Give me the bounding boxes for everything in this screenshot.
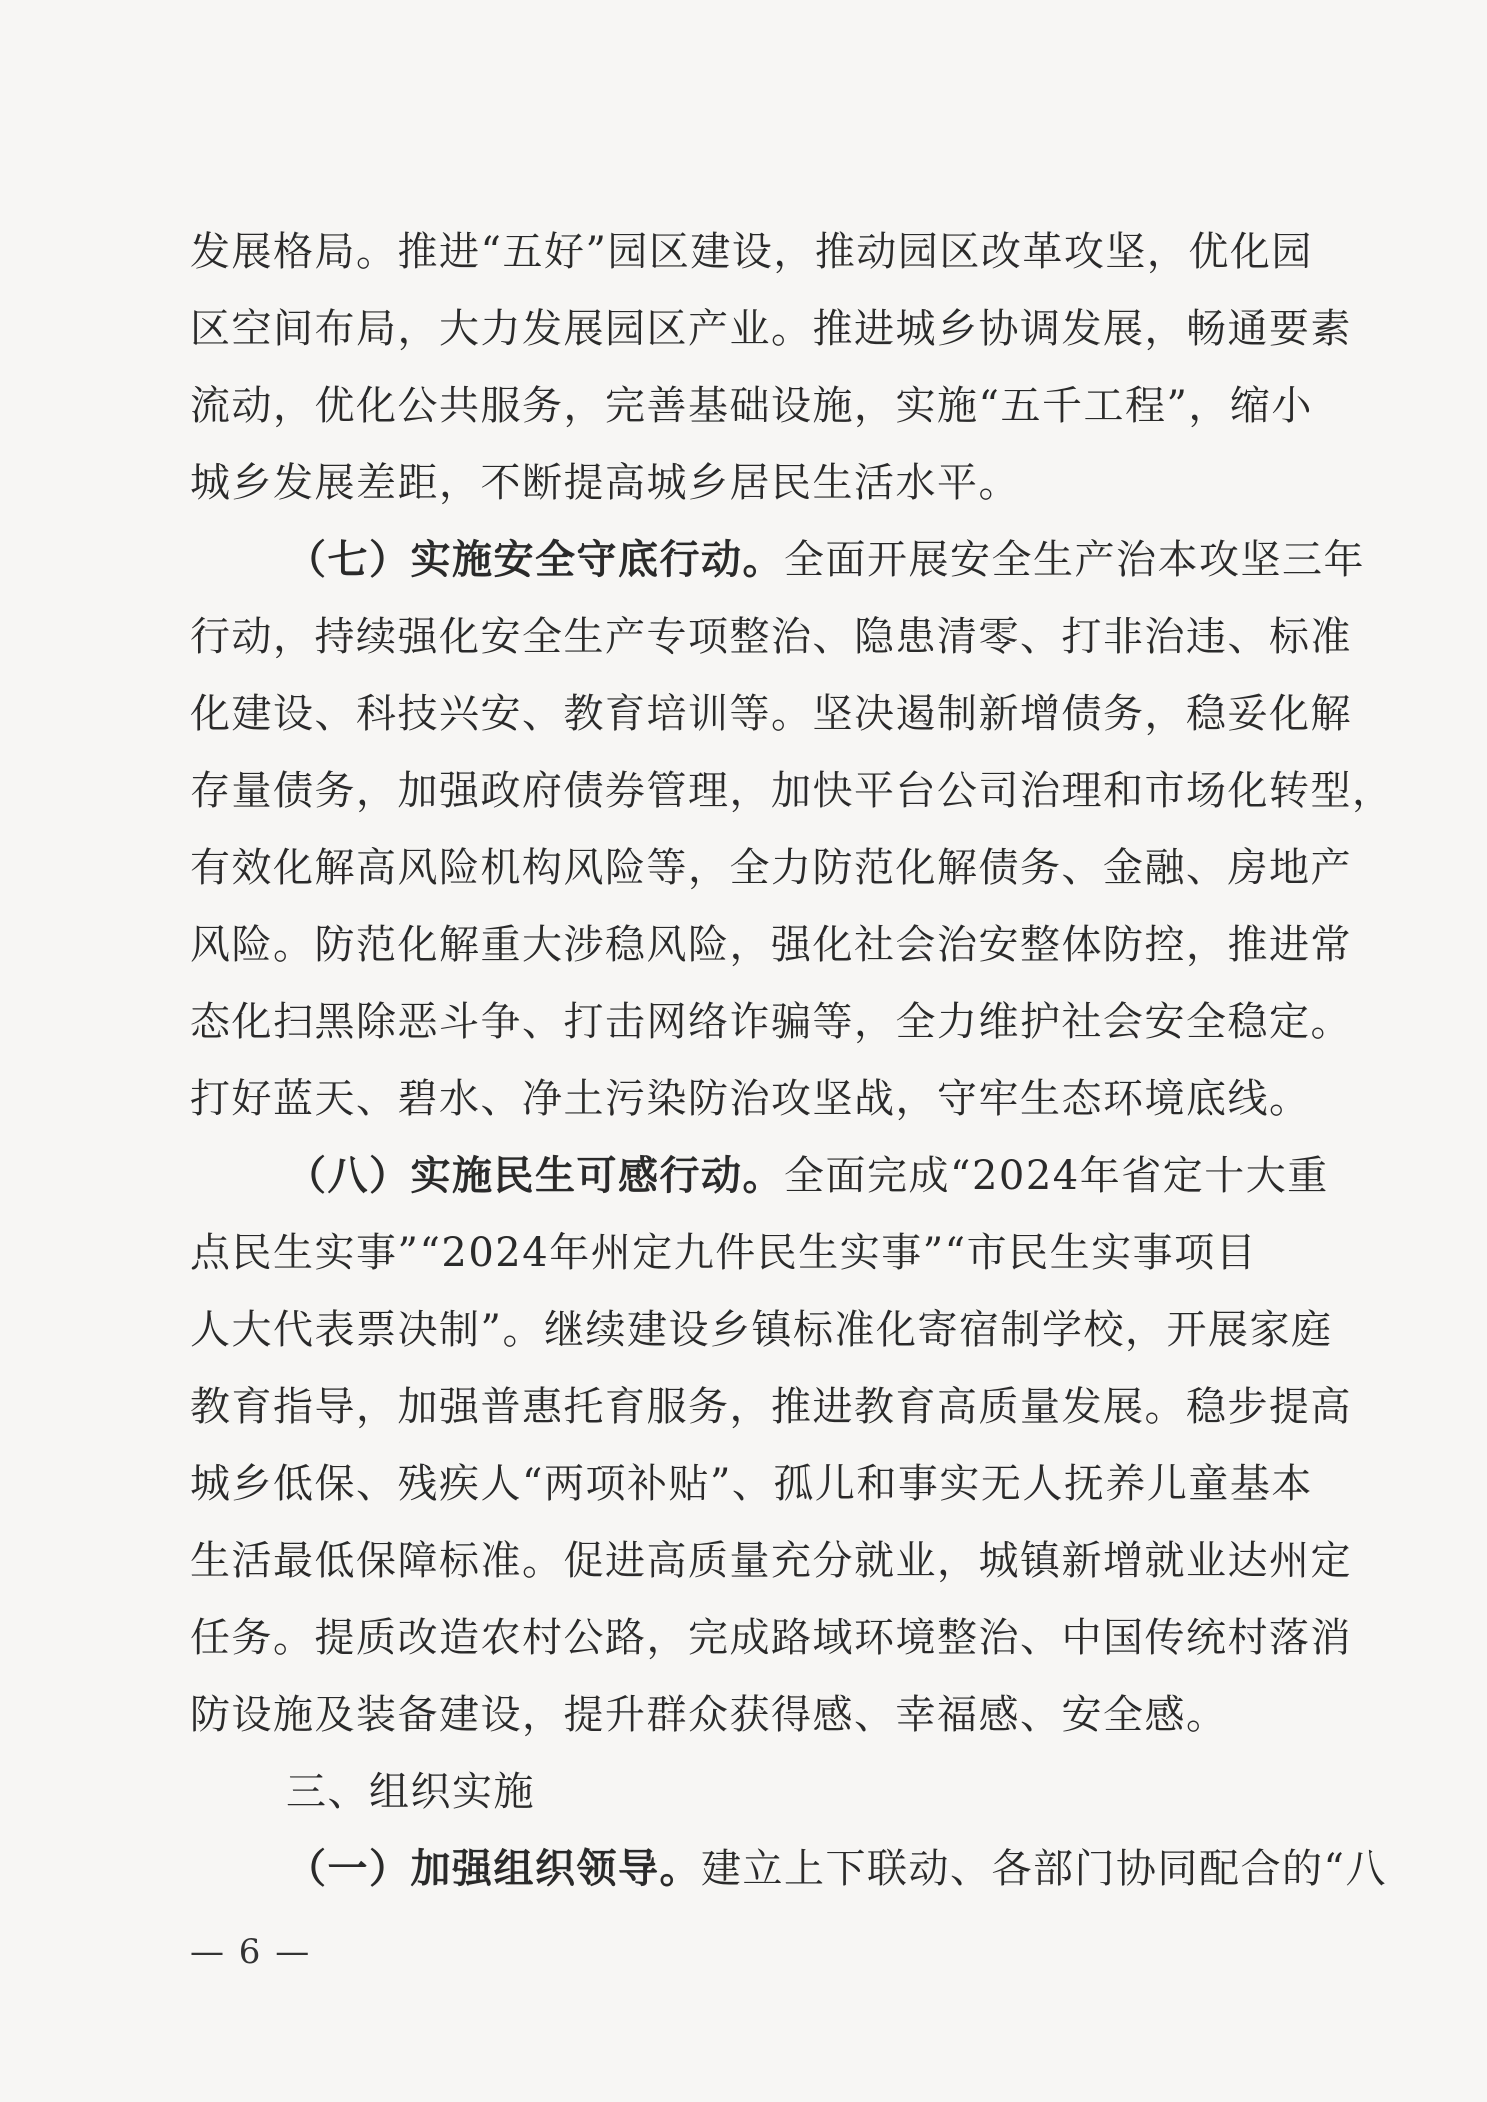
- paragraph-8-heading: （八）实施民生可感行动。: [286, 1152, 784, 1199]
- body-line: 行动，持续强化安全生产专项整治、隐患清零、打非治违、标准: [190, 614, 1352, 660]
- body-line: 城乡低保、残疾人“两项补贴”、孤儿和事实无人抚养儿童基本: [190, 1461, 1313, 1507]
- body-line: 打好蓝天、碧水、净土污染防治攻坚战，守牢生态环境底线。: [190, 1076, 1311, 1122]
- page-number: — 6 —: [190, 1932, 312, 1972]
- body-line: 存量债务，加强政府债券管理，加快平台公司治理和市场化转型，: [190, 768, 1394, 814]
- body-line: 化建设、科技兴安、教育培训等。坚决遏制新增债务，稳妥化解: [190, 691, 1352, 737]
- body-line: 风险。防范化解重大涉稳风险，强化社会治安整体防控，推进常: [190, 922, 1352, 968]
- body-line: 区空间布局，大力发展园区产业。推进城乡协调发展，畅通要素: [190, 306, 1352, 352]
- body-line: 防设施及装备建设，提升群众获得感、幸福感、安全感。: [190, 1692, 1228, 1738]
- body-line: 任务。提质改造农村公路，完成路域环境整治、中国传统村落消: [190, 1615, 1352, 1661]
- body-line: 城乡发展差距，不断提高城乡居民生活水平。: [190, 460, 1020, 506]
- paragraph-org-heading: （一）加强组织领导。: [286, 1845, 701, 1892]
- body-line: 教育指导，加强普惠托育服务，推进教育高质量发展。稳步提高: [190, 1384, 1352, 1430]
- paragraph-8-text: 全面完成“2024年省定十大重: [784, 1153, 1329, 1199]
- paragraph-org-text: 建立上下联动、各部门协同配合的“八: [701, 1846, 1387, 1892]
- section-heading: 三、组织实施: [286, 1769, 535, 1815]
- body-line: 流动，优化公共服务，完善基础设施，实施“五千工程”，缩小: [190, 383, 1313, 429]
- paragraph-8-first-line: [286, 1149, 1329, 1203]
- body-line: 人大代表票决制”。继续建设乡镇标准化寄宿制学校，开展家庭: [190, 1307, 1333, 1353]
- paragraph-7-text: 全面开展安全生产治本攻坚三年: [784, 537, 1365, 583]
- paragraph-org-first-line: [286, 1842, 1387, 1896]
- paragraph-7-heading: （七）实施安全守底行动。: [286, 536, 784, 583]
- body-line: 态化扫黑除恶斗争、打击网络诈骗等，全力维护社会安全稳定。: [190, 999, 1352, 1045]
- body-line: 生活最低保障标准。促进高质量充分就业，城镇新增就业达州定: [190, 1538, 1352, 1584]
- body-line: 发展格局。推进“五好”园区建设，推动园区改革攻坚，优化园: [190, 229, 1313, 275]
- paragraph-7-first-line: [286, 533, 1365, 587]
- body-line: 有效化解高风险机构风险等，全力防范化解债务、金融、房地产: [190, 845, 1352, 891]
- body-line: 点民生实事”“2024年州定九件民生实事”“市民生实事项目: [190, 1230, 1258, 1276]
